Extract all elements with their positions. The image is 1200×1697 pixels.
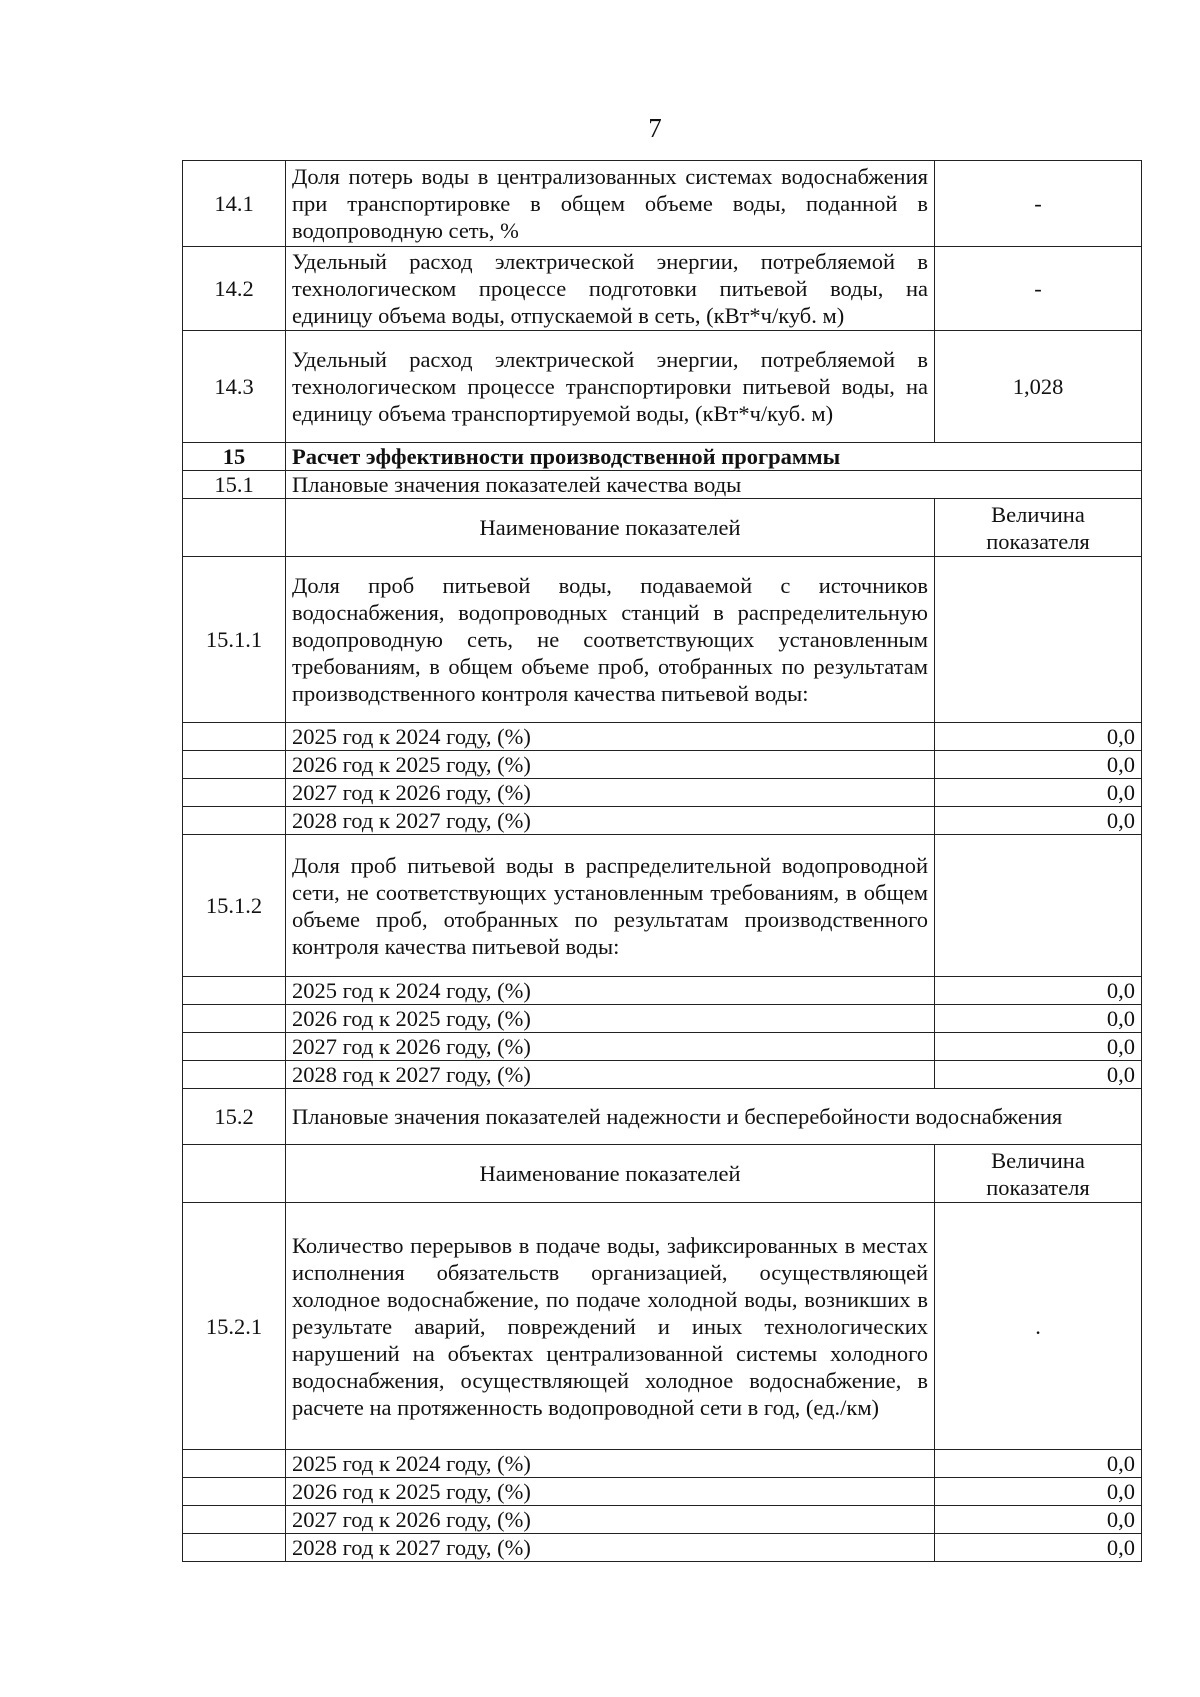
year-label: 2028 год к 2027 году, (%) [286, 807, 935, 835]
row-value: . [935, 1203, 1142, 1450]
empty-cell [183, 1145, 286, 1203]
section-title: Расчет эффективности производственной программы [286, 443, 1142, 471]
table-row [183, 331, 1142, 443]
row-text: Удельный расход электрической энергии, потребляемой в технологическом процессе подготовки питьевой воды, на единицу объема воды, отпускаемой в сеть, (кВт*ч/куб. м) [286, 247, 935, 331]
row-number: 15.2 [183, 1089, 286, 1145]
row-number: 14.2 [183, 247, 286, 331]
header-row [183, 1145, 1142, 1203]
name-header: Наименование показателей [286, 499, 935, 557]
year-label: 2025 год к 2024 году, (%) [286, 977, 935, 1005]
section-row [183, 471, 1142, 499]
empty-cell [183, 1033, 286, 1061]
table-row [183, 247, 1142, 331]
year-label: 2026 год к 2025 году, (%) [286, 1005, 935, 1033]
year-value: 0,0 [935, 751, 1142, 779]
row-text: Доля проб питьевой воды, подаваемой с источников водоснабжения, водопроводных станций в распределительную водопроводную сеть, не соответствующих установленным требованиям, в общем объеме проб, отобранных по результатам производственного контроля качества питьевой воды: [286, 557, 935, 723]
row-number: 15.1.2 [183, 835, 286, 977]
empty-cell [183, 807, 286, 835]
row-number: 15 [183, 443, 286, 471]
year-label: 2025 год к 2024 году, (%) [286, 1450, 935, 1478]
row-number: 14.1 [183, 161, 286, 247]
header-row [183, 499, 1142, 557]
table-row [183, 835, 1142, 977]
year-row [183, 1506, 1142, 1534]
table-row [183, 557, 1142, 723]
row-value: 1,028 [935, 331, 1142, 443]
year-row [183, 1061, 1142, 1089]
empty-cell [183, 1005, 286, 1033]
value-header: Величина показателя [935, 499, 1142, 557]
year-row [183, 723, 1142, 751]
row-value [935, 557, 1142, 723]
empty-cell [183, 1478, 286, 1506]
page-number: 7 [648, 113, 662, 143]
name-header: Наименование показателей [286, 1145, 935, 1203]
section-row [183, 1089, 1142, 1145]
year-value: 0,0 [935, 1478, 1142, 1506]
year-value: 0,0 [935, 723, 1142, 751]
empty-cell [183, 977, 286, 1005]
table-row [183, 161, 1142, 247]
year-value: 0,0 [935, 1061, 1142, 1089]
empty-cell [183, 1061, 286, 1089]
empty-cell [183, 723, 286, 751]
year-row [183, 779, 1142, 807]
year-label: 2027 год к 2026 году, (%) [286, 1506, 935, 1534]
row-text: Удельный расход электрической энергии, потребляемой в технологическом процессе транспортировки питьевой воды, на единицу объема транспортируемой воды, (кВт*ч/куб. м) [286, 331, 935, 443]
row-number: 15.1 [183, 471, 286, 499]
empty-cell [183, 1450, 286, 1478]
empty-cell [183, 1506, 286, 1534]
year-row [183, 1450, 1142, 1478]
year-value: 0,0 [935, 977, 1142, 1005]
year-value: 0,0 [935, 1534, 1142, 1562]
year-value: 0,0 [935, 807, 1142, 835]
year-value: 0,0 [935, 779, 1142, 807]
year-label: 2028 год к 2027 году, (%) [286, 1534, 935, 1562]
row-text: Доля потерь воды в централизованных системах водоснабжения при транспортировке в общем объеме воды, поданной в водопроводную сеть, % [286, 161, 935, 247]
row-value: - [935, 161, 1142, 247]
row-number: 15.1.1 [183, 557, 286, 723]
row-text: Количество перерывов в подаче воды, зафиксированных в местах исполнения обязательств организацией, осуществляющей холодное водоснабжение, по подаче холодной воды, возникших в результате аварий, повреждений и иных технологических нарушений на объектах централизованной системы холодного водоснабжения, осуществляющей холодное водоснабжение, в расчете на протяженность водопроводной сети в год, (ед./км) [286, 1203, 935, 1450]
year-row [183, 807, 1142, 835]
section-title: Плановые значения показателей качества воды [286, 471, 1142, 499]
year-row [183, 1478, 1142, 1506]
empty-cell [183, 1534, 286, 1562]
year-row [183, 1534, 1142, 1562]
section-title: Плановые значения показателей надежности и бесперебойности водоснабжения [286, 1089, 1142, 1145]
year-value: 0,0 [935, 1033, 1142, 1061]
year-label: 2025 год к 2024 году, (%) [286, 723, 935, 751]
row-value: - [935, 247, 1142, 331]
year-value: 0,0 [935, 1506, 1142, 1534]
year-row [183, 977, 1142, 1005]
row-number: 15.2.1 [183, 1203, 286, 1450]
empty-cell [183, 779, 286, 807]
year-label: 2026 год к 2025 году, (%) [286, 1478, 935, 1506]
year-row [183, 751, 1142, 779]
year-value: 0,0 [935, 1005, 1142, 1033]
year-label: 2027 год к 2026 году, (%) [286, 1033, 935, 1061]
indicators-table [182, 160, 1142, 1562]
empty-cell [183, 499, 286, 557]
year-value: 0,0 [935, 1450, 1142, 1478]
value-header: Величина показателя [935, 1145, 1142, 1203]
year-label: 2026 год к 2025 году, (%) [286, 751, 935, 779]
section-row [183, 443, 1142, 471]
row-value [935, 835, 1142, 977]
empty-cell [183, 751, 286, 779]
row-text: Доля проб питьевой воды в распределительной водопроводной сети, не соответствующих установленным требованиям, в общем объеме проб, отобранных по результатам производственного контроля качества питьевой воды: [286, 835, 935, 977]
year-label: 2027 год к 2026 году, (%) [286, 779, 935, 807]
year-row [183, 1033, 1142, 1061]
table-row [183, 1203, 1142, 1450]
year-label: 2028 год к 2027 году, (%) [286, 1061, 935, 1089]
year-row [183, 1005, 1142, 1033]
row-number: 14.3 [183, 331, 286, 443]
